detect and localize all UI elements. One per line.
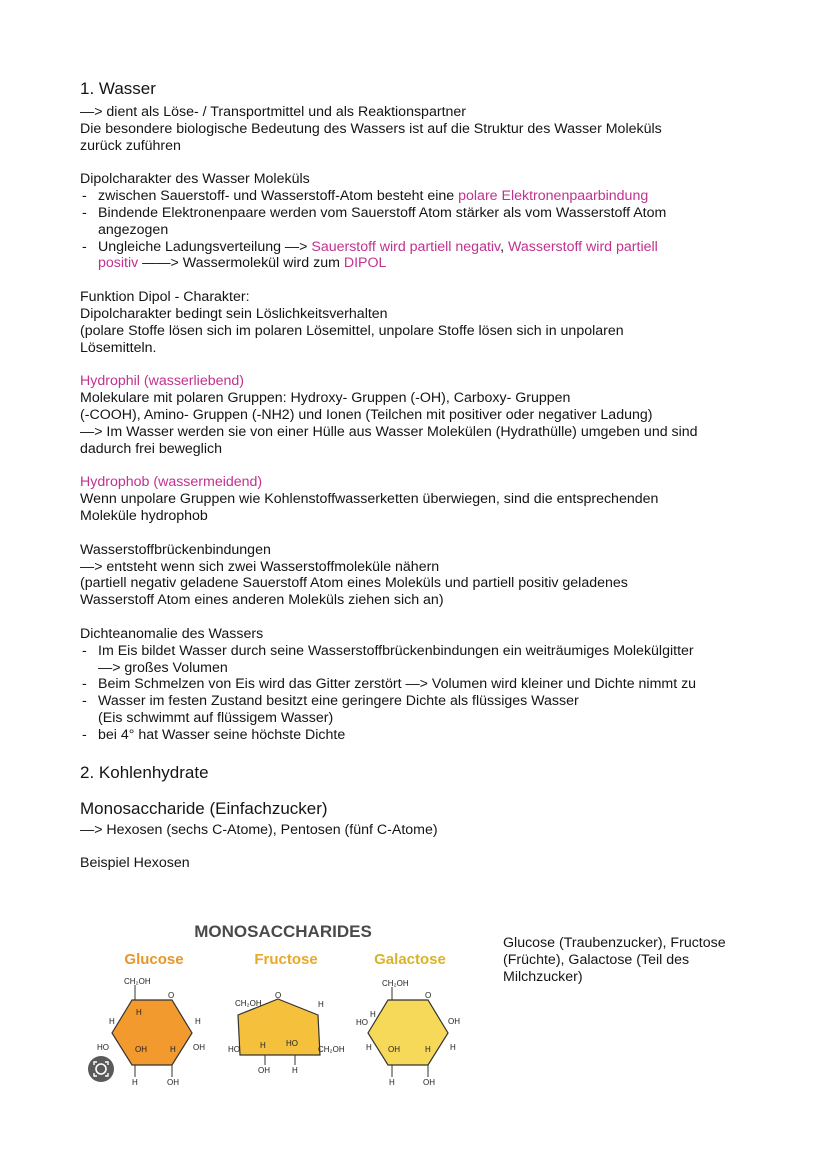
fructose-ho1: HO xyxy=(286,1039,298,1048)
fructose-ho2: HO xyxy=(228,1045,240,1054)
fructose-label: Fructose xyxy=(254,951,318,968)
highlight-oxygen-negative: Sauerstoff wird partiell negativ xyxy=(311,238,501,255)
galactose-ch2oh: CH₂OH xyxy=(382,979,409,988)
monosaccharide-line: —> Hexosen (sechs C-Atome), Pentosen (fünf C-Atome) xyxy=(80,821,438,838)
funktion-heading: Funktion Dipol - Charakter: xyxy=(80,289,250,306)
fructose-h2: H xyxy=(260,1041,266,1050)
intro-line-2: Die besondere biologische Bedeutung des Wassers ist auf die Struktur des Wasser Moleküls xyxy=(80,120,662,137)
galactose-h2: H xyxy=(366,1043,372,1052)
hydrophob-line-1: Wenn unpolare Gruppen wie Kohlenstoffwasserketten überwiegen, sind die entsprechenden xyxy=(80,491,659,508)
fructose-h3: H xyxy=(292,1066,298,1075)
dipol-bullet-2: - Bindende Elektronenpaare werden vom Sauerstoff Atom stärker als vom Wasserstoff Atom angezogen xyxy=(80,205,770,239)
funktion-line-3: Lösemitteln. xyxy=(80,339,157,356)
hydrophil-line-3: —> Im Wasser werden sie von einer Hülle aus Wasser Molekülen (Hydrathülle) umgeben und sind xyxy=(80,423,698,440)
dichte-bullet-4: - bei 4° hat Wasser seine höchste Dichte xyxy=(80,727,770,744)
monosaccharide-heading: Monosaccharide (Einfachzucker) xyxy=(80,798,328,818)
glucose-h1: H xyxy=(136,1008,142,1017)
document-page xyxy=(80,78,770,872)
hydrophil-heading: Hydrophil (wasserliebend) xyxy=(80,373,245,390)
funktion-line-2: (polare Stoffe lösen sich im polaren Lösemittel, unpolare Stoffe lösen sich in unpolaren xyxy=(80,322,624,339)
hydrophob-line-2: Moleküle hydrophob xyxy=(80,507,208,524)
monosaccharides-figure xyxy=(80,905,480,1090)
glucose-ho: HO xyxy=(97,1043,109,1052)
galactose-label: Galactose xyxy=(374,951,446,968)
wbb-line-3: Wasserstoff Atom eines anderen Moleküls ziehen sich an) xyxy=(80,592,444,609)
glucose-h3: H xyxy=(195,1017,201,1026)
wbb-line-2: (partiell negativ geladene Sauerstoff Atom eines Moleküls und partiell positiv geladenes xyxy=(80,575,628,592)
dichte-heading: Dichteanomalie des Wassers xyxy=(80,625,264,642)
galactose-ring xyxy=(368,1000,448,1065)
dipol-bullet-3: - Ungleiche Ladungsverteilung —> Sauerstoff wird partiell negativ, Wasserstoff wird partiell positiv ——> Wassermolekül wird zum DIPOL xyxy=(80,239,770,273)
glucose-h5: H xyxy=(132,1078,138,1087)
galactose-h4: H xyxy=(450,1043,456,1052)
glucose-oh3: OH xyxy=(167,1078,179,1087)
wbb-line-1: —> entsteht wenn sich zwei Wasserstoffmoleküle nähern xyxy=(80,558,440,575)
hydrophob-heading: Hydrophob (wassermeidend) xyxy=(80,474,263,491)
highlight-hydrogen-positive: Wasserstoff wird partiell xyxy=(508,238,658,255)
galactose-o: O xyxy=(425,991,432,1000)
highlight-polar-bond: polare Elektronenpaarbindung xyxy=(458,188,649,205)
figure-title: MONOSACCHARIDES xyxy=(194,922,372,941)
fructose-o: O xyxy=(275,991,282,1000)
hydrophil-line-1: Molekulare mit polaren Gruppen: Hydroxy- Gruppen (-OH), Carboxy- Gruppen xyxy=(80,390,571,407)
galactose-oh1: OH xyxy=(448,1017,460,1026)
lens-icon[interactable] xyxy=(88,1056,114,1082)
dichte-bullet-1: - Im Eis bildet Wasser durch seine Wasserstoffbrückenbindungen ein weiträumiges Molekülgitter —> großes Volumen xyxy=(80,643,770,677)
hydrophil-line-2: (-COOH), Amino- Gruppen (-NH2) und Ionen (Teilchen mit positiver oder negativer Ladung) xyxy=(80,406,653,423)
glucose-oh2: OH xyxy=(193,1043,205,1052)
caption-line-2: (Früchte), Galactose (Teil des xyxy=(503,951,690,968)
monosaccharides-figure-row xyxy=(80,905,780,1095)
glucose-oh1: OH xyxy=(135,1045,147,1054)
section-1-title: 1. Wasser xyxy=(80,79,156,98)
galactose-oh2: OH xyxy=(388,1045,400,1054)
dichte-bullet-3: - Wasser im festen Zustand besitzt eine geringere Dichte als flüssiges Wasser (Eis schwimmt auf flüssigem Wasser) xyxy=(80,693,770,727)
caption-line-3: Milchzucker) xyxy=(503,968,583,985)
glucose-h2: H xyxy=(109,1017,115,1026)
galactose-h3: H xyxy=(425,1045,431,1054)
fructose-ch2oh-left: CH₂OH xyxy=(235,999,262,1008)
beispiel-hexosen: Beispiel Hexosen xyxy=(80,855,190,872)
galactose-h1: H xyxy=(370,1010,376,1019)
glucose-h4: H xyxy=(170,1045,176,1054)
dichte-list xyxy=(80,643,770,744)
dipol-list xyxy=(80,188,770,272)
intro-line-3: zurück zuführen xyxy=(80,137,181,154)
fructose-ch2oh-right: CH₂OH xyxy=(318,1045,345,1054)
wbb-heading: Wasserstoffbrückenbindungen xyxy=(80,541,271,558)
galactose-ho1: HO xyxy=(356,1018,368,1027)
figure-caption xyxy=(503,935,753,985)
galactose-h5: H xyxy=(389,1078,395,1087)
fructose-oh: OH xyxy=(258,1066,270,1075)
fructose-h1: H xyxy=(318,1000,324,1009)
glucose-label: Glucose xyxy=(124,951,184,968)
dichte-bullet-2: - Beim Schmelzen von Eis wird das Gitter zerstört —> Volumen wird kleiner und Dichte nimmt zu xyxy=(80,676,770,693)
caption-line-1: Glucose (Traubenzucker), Fructose xyxy=(503,935,726,951)
dipol-heading: Dipolcharakter des Wasser Moleküls xyxy=(80,171,310,188)
dipol-bullet-1: - zwischen Sauerstoff- und Wasserstoff-Atom besteht eine polare Elektronenpaarbindung xyxy=(80,188,770,205)
highlight-dipol: DIPOL xyxy=(343,255,387,272)
glucose-ring xyxy=(112,1000,192,1065)
intro-line-1: —> dient als Löse- / Transportmittel und als Reaktionspartner xyxy=(80,104,467,120)
hydrophil-line-4: dadurch frei beweglich xyxy=(80,440,222,457)
section-2-title: 2. Kohlenhydrate xyxy=(80,762,209,782)
glucose-o: O xyxy=(168,991,175,1000)
galactose-oh3: OH xyxy=(423,1078,435,1087)
glucose-ch2oh: CH₂OH xyxy=(124,977,151,986)
funktion-line-1: Dipolcharakter bedingt sein Löslichkeitsverhalten xyxy=(80,305,388,322)
